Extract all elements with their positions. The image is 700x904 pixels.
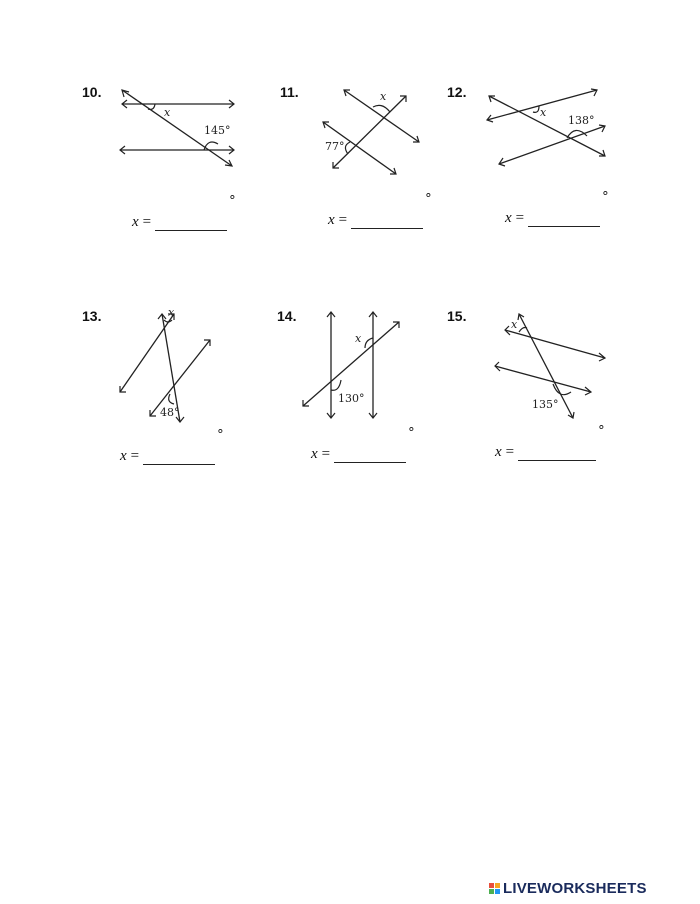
problem-number: 10.	[82, 84, 102, 100]
problem-12	[447, 84, 647, 284]
angle-label-x: x	[540, 106, 547, 119]
angle-figure	[447, 84, 647, 194]
answer-equals: =	[338, 212, 348, 228]
angle-label-x: x	[355, 332, 362, 345]
angle-label-x: x	[164, 106, 171, 119]
problem-15	[447, 308, 647, 508]
answer-equals: =	[515, 210, 525, 226]
logo-square	[489, 883, 494, 888]
angle-label-value: 77°	[325, 140, 345, 153]
problem-number: 14.	[277, 308, 297, 324]
liveworksheets-logo	[489, 880, 647, 897]
angle-label-x: x	[511, 318, 518, 331]
angle-label-value: 135°	[532, 398, 559, 411]
answer-equals: =	[142, 214, 152, 230]
angle-figure	[82, 308, 282, 428]
angle-label-x: x	[380, 90, 387, 103]
answer-equals: =	[321, 446, 331, 462]
answer-row	[311, 426, 415, 463]
answer-x-label: x	[132, 214, 139, 230]
answer-blank-input[interactable]	[351, 214, 423, 229]
problem-number: 12.	[447, 84, 467, 100]
logo-text: LIVEWORKSHEETS	[503, 880, 647, 897]
answer-equals: =	[505, 444, 515, 460]
problem-number: 13.	[82, 308, 102, 324]
answer-row	[132, 194, 236, 231]
answer-equals: =	[130, 448, 140, 464]
logo-square	[495, 889, 500, 894]
angle-figure	[447, 308, 647, 428]
logo-square	[489, 889, 494, 894]
answer-blank-input[interactable]	[518, 446, 596, 461]
answer-x-label: x	[328, 212, 335, 228]
degree-symbol: °	[425, 192, 432, 207]
answer-x-label: x	[311, 446, 318, 462]
answer-x-label: x	[505, 210, 512, 226]
answer-x-label: x	[120, 448, 127, 464]
degree-symbol: °	[229, 194, 236, 209]
angle-label-x: x	[168, 306, 175, 319]
degree-symbol: °	[598, 424, 605, 439]
answer-row	[495, 424, 605, 461]
angle-label-value: 130°	[338, 392, 365, 405]
logo-mark-icon	[489, 883, 500, 894]
degree-symbol: °	[217, 428, 224, 443]
answer-blank-input[interactable]	[143, 450, 215, 465]
angle-label-value: 138°	[568, 114, 595, 127]
answer-row	[505, 190, 609, 227]
degree-symbol: °	[602, 190, 609, 205]
problem-10	[82, 84, 282, 284]
degree-symbol: °	[408, 426, 415, 441]
problem-number: 11.	[280, 84, 299, 100]
problem-number: 15.	[447, 308, 467, 324]
problem-13	[82, 308, 282, 508]
answer-x-label: x	[495, 444, 502, 460]
answer-blank-input[interactable]	[155, 216, 227, 231]
angle-label-value: 48°	[160, 406, 180, 419]
angle-label-value: 145°	[204, 124, 231, 137]
answer-blank-input[interactable]	[334, 448, 406, 463]
logo-square	[495, 883, 500, 888]
angle-figure	[82, 84, 282, 194]
answer-row	[328, 192, 432, 229]
answer-row	[120, 428, 224, 465]
answer-blank-input[interactable]	[528, 212, 600, 227]
